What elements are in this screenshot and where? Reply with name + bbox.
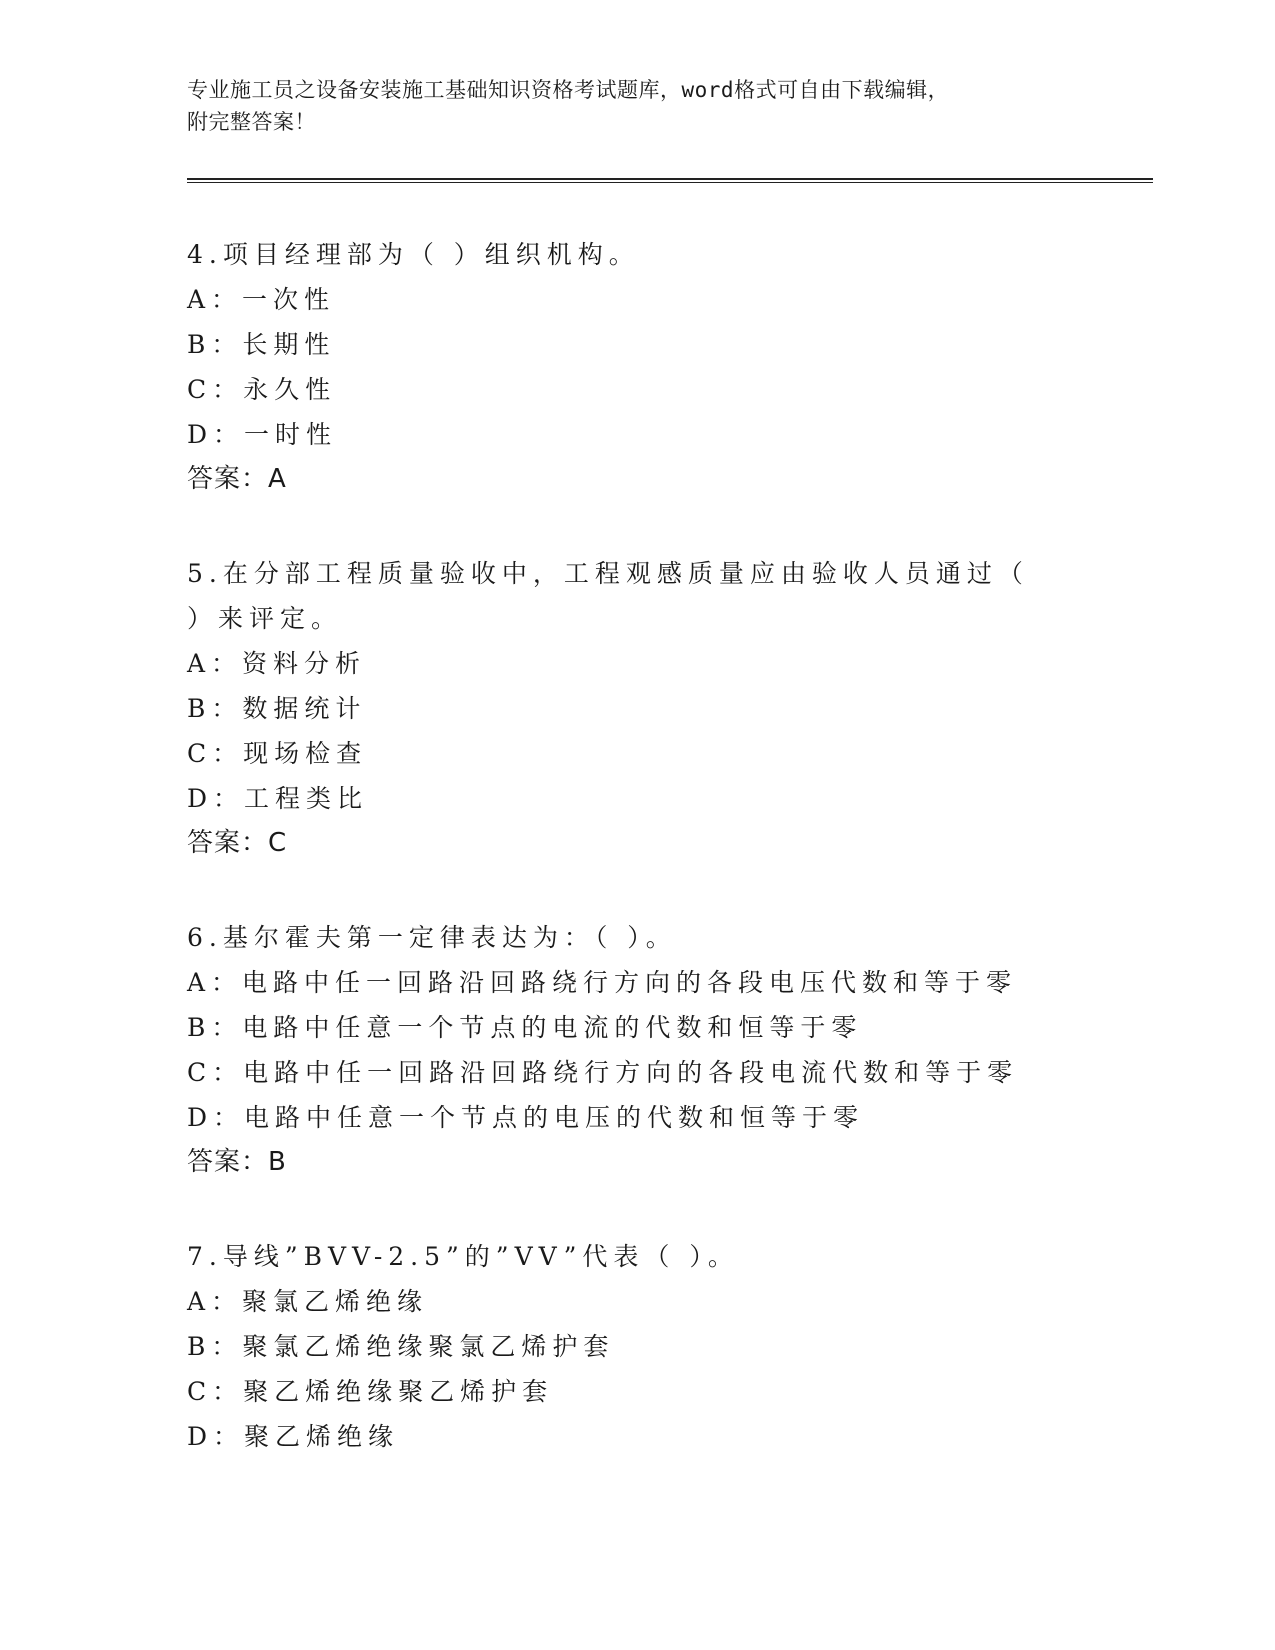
question-6 [187,915,1087,1185]
question-4 [187,232,1087,502]
option-c: C：电路中任一回路沿回路绕行方向的各段电流代数和等于零 [187,1058,1019,1087]
question-5 [187,551,1087,866]
option-a: A：聚氯乙烯绝缘 [187,1287,429,1316]
answer: 答案：A [187,464,287,494]
header-line-1: 专业施工员之设备安装施工基础知识资格考试题库，word格式可自由下载编辑， [187,78,950,102]
document-header [187,74,1087,138]
question-stem: 6.基尔霍夫第一定律表达为：（ ）。 [187,923,677,952]
option-c: C：永久性 [187,375,337,404]
question-stem: 4.项目经理部为（ ）组织机构。 [187,240,640,269]
question-stem: 5.在分部工程质量验收中，工程观感质量应由验收人员通过（ ）来评定。 [187,559,1043,633]
option-b: B：长期性 [187,330,336,359]
option-a: A：资料分析 [187,649,367,678]
header-line-2: 附完整答案！ [187,110,316,134]
option-d: D：工程类比 [187,784,369,813]
answer: 答案：C [187,828,288,858]
header-divider-thick [187,178,1153,180]
option-d: D：聚乙烯绝缘 [187,1422,400,1451]
question-stem: 7.导线”BVV-2.5”的”VV”代表（ ）。 [187,1242,739,1271]
option-c: C：聚乙烯绝缘聚乙烯护套 [187,1377,554,1406]
option-b: B：电路中任意一个节点的电流的代数和恒等于零 [187,1013,863,1042]
answer: 答案：B [187,1147,287,1177]
header-divider-thin [187,182,1153,183]
option-a: A：一次性 [187,285,336,314]
option-d: D：一时性 [187,420,338,449]
option-a: A：电路中任一回路沿回路绕行方向的各段电压代数和等于零 [187,968,1018,997]
option-c: C：现场检查 [187,739,368,768]
option-b: B：聚氯乙烯绝缘聚氯乙烯护套 [187,1332,615,1361]
option-b: B：数据统计 [187,694,367,723]
option-d: D：电路中任意一个节点的电压的代数和恒等于零 [187,1103,865,1132]
question-7 [187,1234,1087,1459]
